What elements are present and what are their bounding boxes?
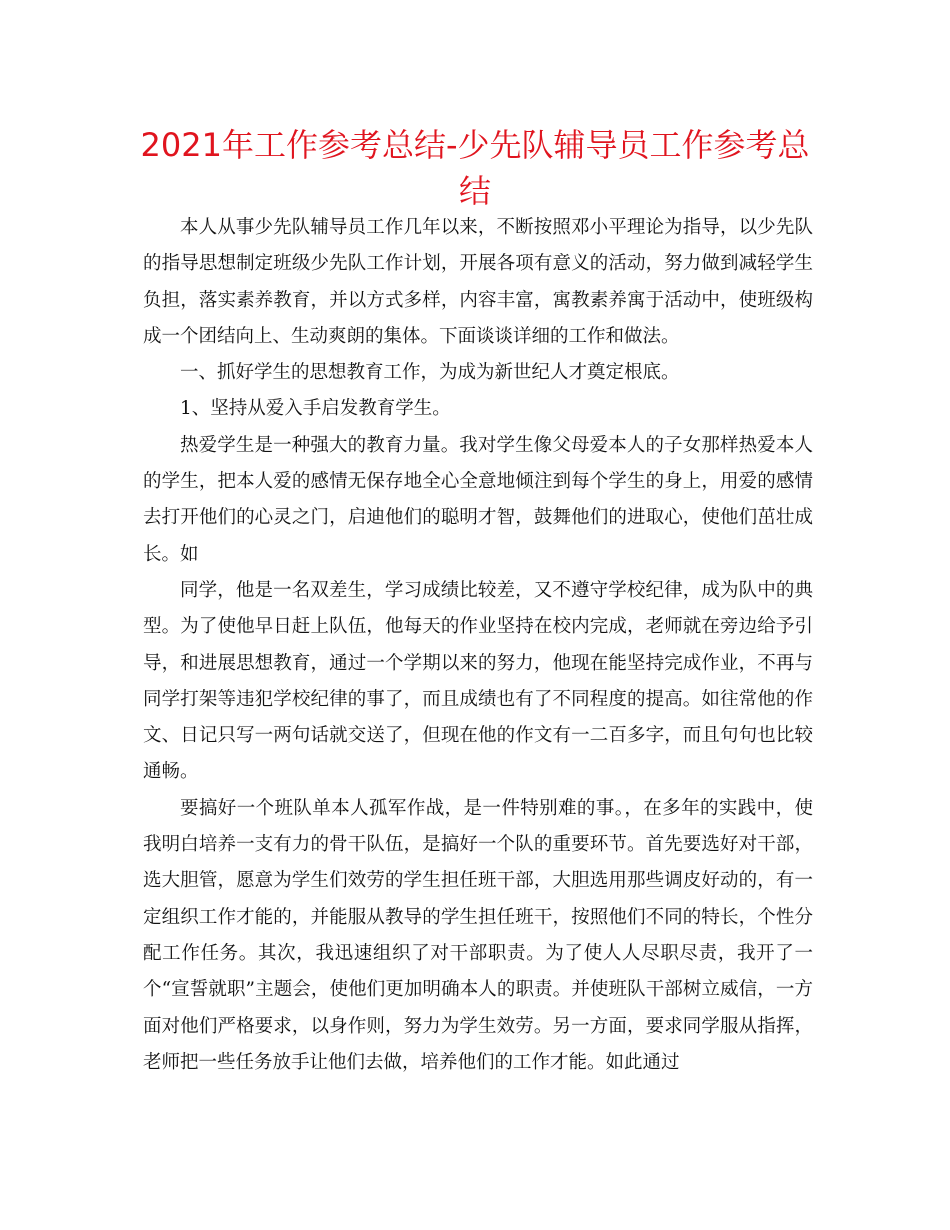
document-body <box>143 210 813 1081</box>
paragraph: 要搞好一个班队单本人孤军作战，是一件特别难的事。，在多年的实践中，使我明白培养一支有力的骨干队伍，是搞好一个队的重要环节。首先要选好对干部，选大胆管，愿意为学生们效劳的学生担任班干部，大胆选用那些调皮好动的，有一定组织工作才能的，并能服从教导的学生担任班干，按照他们不同的特长，个性分配工作任务。其次，我迅速组织了对干部职责。为了使人人尽职尽责，我开了一个“宣誓就职”主题会，使他们更加明确本人的职责。并使班队干部树立威信，一方面对他们严格要求，以身作则，努力为学生效劳。另一方面，要求同学服从指挥，老师把一些任务放手让他们去做，培养他们的工作才能。如此通过 <box>143 797 813 1073</box>
paragraph: 一、抓好学生的思想教育工作，为成为新世纪人才奠定根底。 <box>180 362 680 384</box>
document-title: 2021年工作参考总结-少先队辅导员工作参考总结 <box>140 126 810 210</box>
paragraph: 本人从事少先队辅导员工作几年以来，不断按照邓小平理论为指导，以少先队的指导思想制定班级少先队工作计划，开展各项有意义的活动，努力做到减轻学生负担，落实素养教育，并以方式多样，内容丰富，寓教素养寓于活动中，使班级构成一个团结向上、生动爽朗的集体。下面谈谈详细的工作和做法。 <box>143 217 813 347</box>
paragraph: 热爱学生是一种强大的教育力量。我对学生像父母爱本人的子女那样热爱本人的学生，把本人爱的感情无保存地全心全意地倾注到每个学生的身上，用爱的感情去打开他们的心灵之门，启迪他们的聪明才智，鼓舞他们的进取心，使他们茁壮成长。如 <box>143 434 813 565</box>
paragraph: 同学，他是一名双差生，学习成绩比较差，又不遵守学校纪律，成为队中的典型。为了使他早日赶上队伍，他每天的作业坚持在校内完成，老师就在旁边给予引导，和进展思想教育，通过一个学期以来的努力，他现在能坚持完成作业，不再与同学打架等违犯学校纪律的事了，而且成绩也有了不同程度的提高。如往常他的作文、日记只写一两句话就交送了，但现在他的作文有一二百多字，而且句句也比较通畅。 <box>143 579 813 783</box>
paragraph: 1、坚持从爱入手启发教育学生。 <box>180 398 451 420</box>
